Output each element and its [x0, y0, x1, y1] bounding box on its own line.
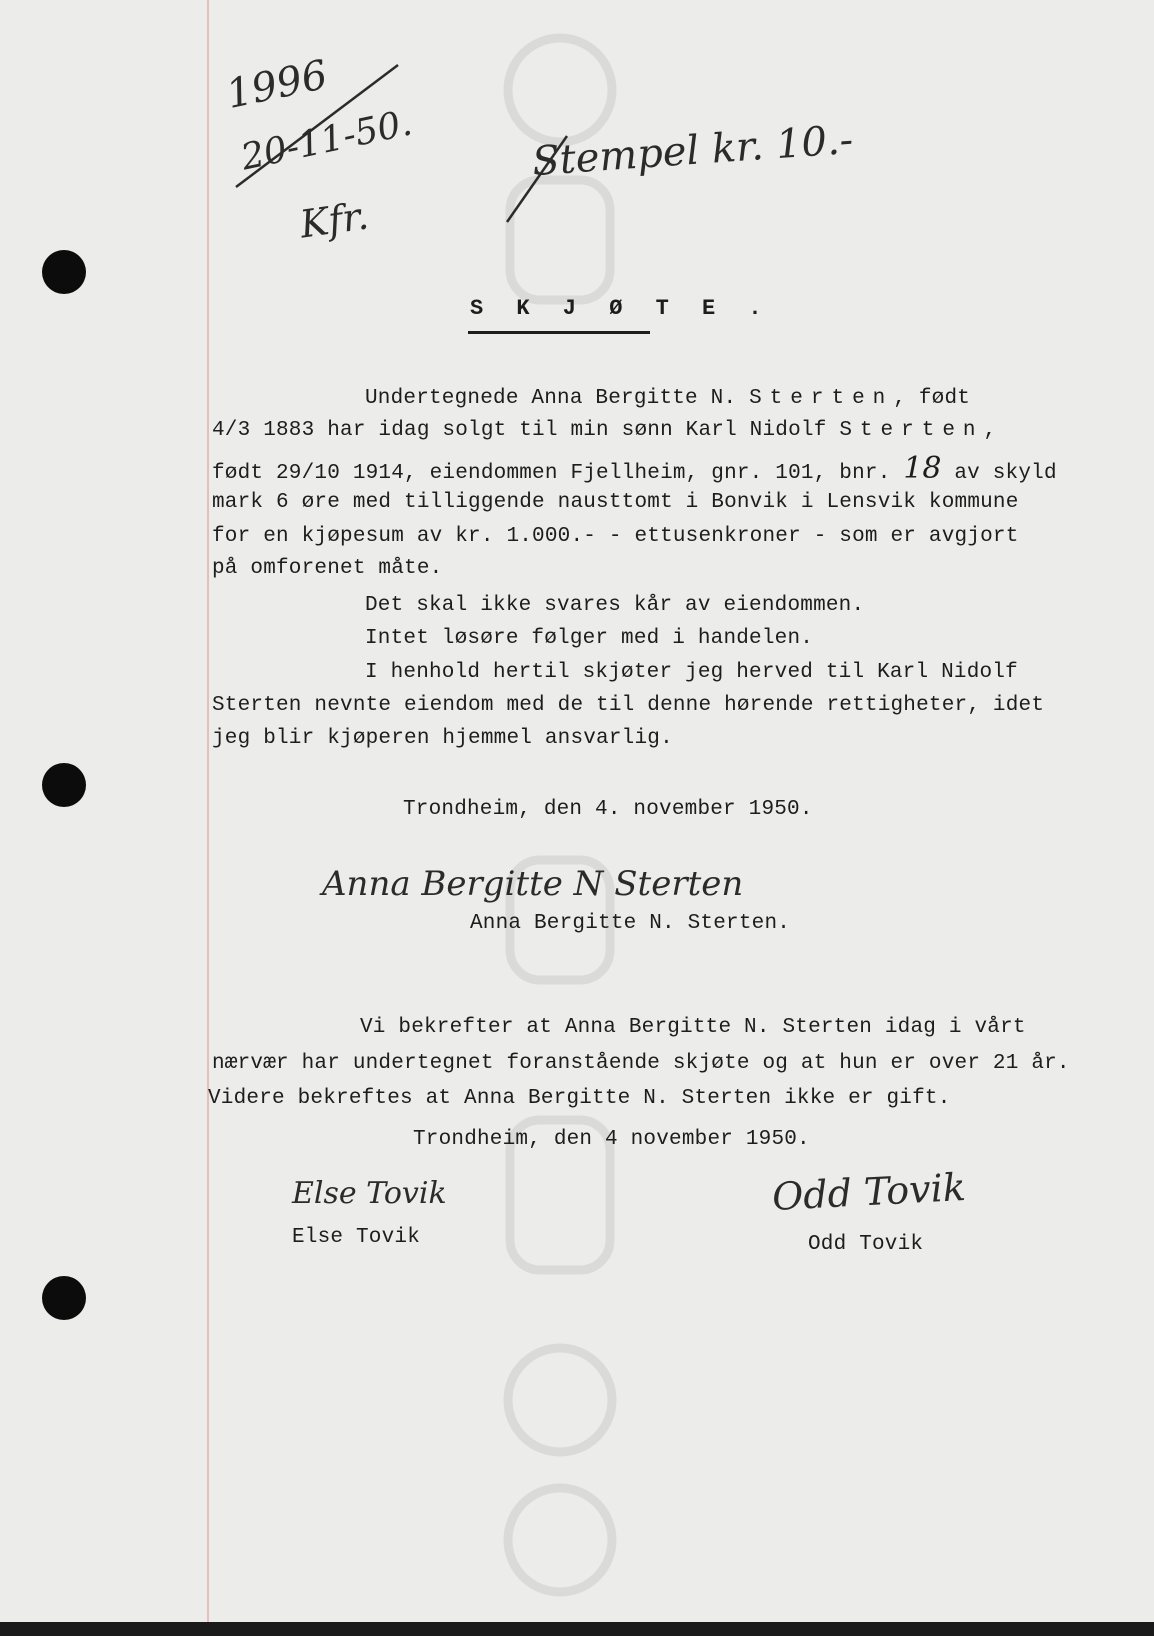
body-line: født 29/10 1914, eiendommen Fjellheim, gnr. 101, bnr. 18 av skyld — [212, 451, 1057, 486]
witness-line: Videre bekreftes at Anna Bergitte N. Sterten ikke er gift. — [208, 1087, 951, 1110]
stamp-duty-annotation: Stempel kr. 10.- — [530, 116, 855, 186]
scan-bottom-edge — [0, 1622, 1154, 1636]
registration-date-annotation: 20-11-50. — [237, 102, 416, 179]
body-line: Undertegnede Anna Bergitte N. Sterten, født — [365, 387, 971, 410]
file-number-annotation: 1996 — [222, 51, 332, 119]
witness-name: Odd Tovik — [808, 1233, 924, 1256]
body-line: Det skal ikke svares kår av eiendommen. — [365, 594, 865, 617]
margin-line — [207, 0, 209, 1622]
body-line: på omforenet måte. — [212, 557, 443, 580]
witness-line: Vi bekrefter at Anna Bergitte N. Sterten idag i vårt — [360, 1016, 1026, 1039]
body-line: for en kjøpesum av kr. 1.000.- - ettusenkroner - som er avgjort — [212, 525, 1019, 548]
stamp-tick-line — [505, 130, 575, 230]
punch-hole — [42, 1276, 86, 1320]
witness-signature: Else Tovik — [292, 1176, 447, 1211]
witness-signature: Odd Tovik — [770, 1164, 967, 1220]
body-line: Sterten nevnte eiendom med de til denne hørende rettigheter, idet — [212, 694, 1045, 717]
seller-name: Anna Bergitte N. Sterten. — [470, 912, 791, 935]
witness-place-date: Trondheim, den 4 november 1950. — [413, 1128, 810, 1151]
body-line: jeg blir kjøperen hjemmel ansvarlig. — [212, 727, 673, 750]
punch-hole — [42, 763, 86, 807]
punch-hole — [42, 250, 86, 294]
body-line: I henhold hertil skjøter jeg herved til Karl Nidolf — [365, 661, 1018, 684]
witness-line: nærvær har undertegnet foranstående skjøte og at hun er over 21 år. — [212, 1052, 1070, 1075]
document-title: S K J Ø T E . — [470, 296, 772, 321]
body-line: mark 6 øre med tilliggende nausttomt i Bonvik i Lensvik kommune — [212, 491, 1019, 514]
seller-signature: Anna Bergitte N Sterten — [322, 864, 744, 904]
body-line: 4/3 1883 har idag solgt til min sønn Karl Nidolf Sterten, — [212, 419, 997, 442]
initials-annotation: Kfr. — [297, 193, 372, 247]
place-date: Trondheim, den 4. november 1950. — [403, 798, 813, 821]
witness-name: Else Tovik — [292, 1226, 421, 1249]
body-line: Intet løsøre følger med i handelen. — [365, 627, 814, 650]
title-underline — [468, 331, 650, 334]
